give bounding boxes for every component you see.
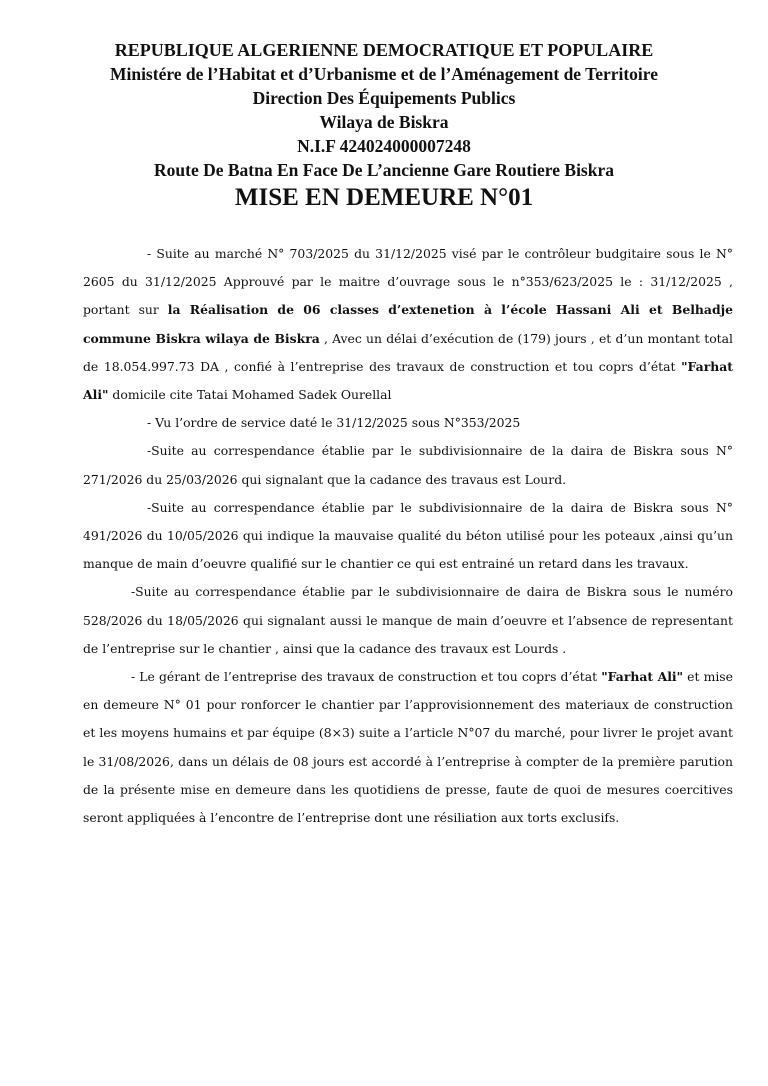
letterhead xyxy=(20,38,748,213)
project-designation: la Réalisation de 06 classes d’extenetion à l’école Hassani Ali et Belhadje commune Biskra wilaya de Biskra xyxy=(83,302,733,346)
direction-line: Direction Des Équipements Publics xyxy=(252,88,516,108)
paragraph-notice-text-a: - Le gérant de l’entreprise des travaux de construction et tou coprs d’état xyxy=(131,669,602,685)
paragraph-market-text-c: domicile cite Tatai Mohamed Sadek Ourellal xyxy=(108,387,392,403)
paragraph-notice-text-b: et mise en demeure N° 01 pour ronforcer le chantier par l’approvisionnement des materiaux de construction et les moyens humains et par équipe (8×3) suite a l’article N°07 du marché, pour livrer le projet avant le 31/08/2026, dans un délais de 08 jours est accordé à l’entreprise à compter de la première parution de la présente mise en demeure dans les quotidiens de presse, faute de quoi de mesures coercitives seront appliquées à l’encontre de l’entreprise dont une résiliation aux torts exclusifs. xyxy=(83,669,733,826)
document-body xyxy=(83,240,733,832)
wilaya-line: Wilaya de Biskra xyxy=(319,112,449,132)
paragraph-market xyxy=(83,240,733,409)
document-title: MISE EN DEMEURE N°01 xyxy=(234,184,534,211)
paragraph-market-text-b: , Avec un délai d’exécution de (179) jours , et d’un montant total de 18.054.997.73 DA , confié à l’entreprise des travaux de construction et tou coprs d’état xyxy=(83,330,733,374)
paragraph-formal-notice xyxy=(83,663,733,832)
paragraph-market-text-a: - Suite au marché N° 703/2025 du 31/12/2025 visé par le contrôleur budgitaire sous le N° 2605 du 31/12/2025 Approuvé par le maitre d’ouvrage sous le n°353/623/2025 le : 31/12/2025 , portant sur xyxy=(83,246,733,318)
republic-line: REPUBLIQUE ALGERIENNE DEMOCRATIQUE ET POPULAIRE xyxy=(114,40,654,60)
paragraph-correspondence-2: -Suite au correspendance établie par le subdivisionnaire de la daira de Biskra sous N° 491/2026 du 10/05/2026 qui indique la mauvaise qualité du béton utilisé pour les poteaux ,ainsi qu’un manque de main d’oeuvre qualifié sur le chantier ce qui est entrainé un retard dans les travaux. xyxy=(83,499,733,572)
address-line: Route De Batna En Face De L’ancienne Gare Routiere Biskra xyxy=(154,160,614,180)
contractor-name-2: "Farhat Ali" xyxy=(601,669,684,685)
ministry-line: Ministére de l’Habitat et d’Urbanisme et de l’Aménagement de Territoire xyxy=(109,64,659,84)
paragraph-service-order: - Vu l’ordre de service daté le 31/12/2025 sous N°353/2025 xyxy=(147,415,521,431)
paragraph-correspondence-3: -Suite au correspendance établie par le subdivisionnaire de daira de Biskra sous le numéro 528/2026 du 18/05/2026 qui signalant aussi le manque de main d’oeuvre et l’absence de representant de l’entreprise sur le chantier , ainsi que la cadance des travaux est Lourds . xyxy=(83,584,733,656)
paragraph-correspondence-1: -Suite au correspendance établie par le subdivisionnaire de la daira de Biskra sous N° 271/2026 du 25/03/2026 qui signalant que la cadance des travaus est Lourd. xyxy=(83,443,733,487)
contractor-name: "Farhat Ali" xyxy=(83,358,733,403)
nif-line: N.I.F 424024000007248 xyxy=(297,136,471,156)
